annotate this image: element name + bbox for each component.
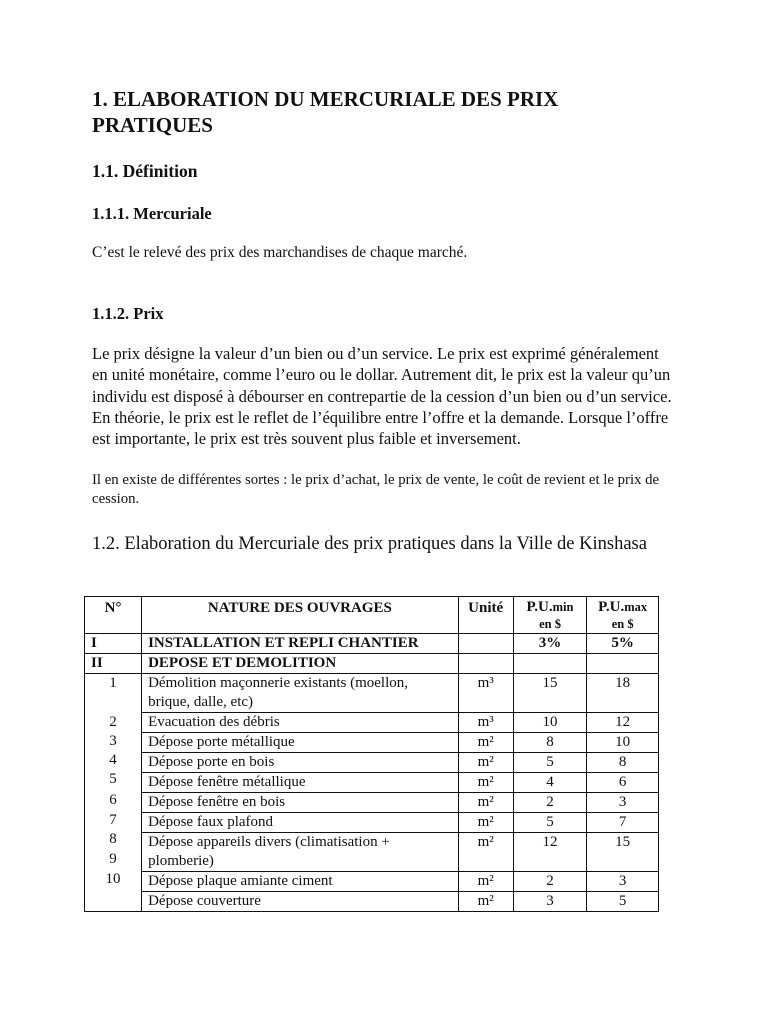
row-min: 5 <box>513 753 587 773</box>
header-unit: Unité <box>458 597 513 634</box>
row-unit: m² <box>458 773 513 793</box>
definition-heading: 1.1. Définition <box>92 161 198 181</box>
row-label: Dépose fenêtre métallique <box>142 773 459 793</box>
row-label: Dépose faux plafond <box>142 813 459 833</box>
row-label: Démolition maçonnerie existants (moellon, brique, dalle, etc) <box>142 674 459 713</box>
row-min: 4 <box>513 773 587 793</box>
row-max: 5 <box>587 892 659 912</box>
header-pu-max: P.U.max en $ <box>587 597 659 634</box>
row-number: 9 <box>109 851 117 867</box>
row-max: 3 <box>587 872 659 892</box>
row-number: 1 <box>109 675 117 691</box>
section-row-demolition <box>85 654 659 674</box>
row-unit: m² <box>458 892 513 912</box>
table-row <box>85 773 659 793</box>
table-row <box>85 733 659 753</box>
prix-heading: 1.1.2. Prix <box>92 304 164 323</box>
row-max: 8 <box>587 753 659 773</box>
header-nature: NATURE DES OUVRAGES <box>142 597 459 634</box>
table-body <box>85 674 659 912</box>
main-heading: 1. ELABORATION DU MERCURIALE DES PRIX PRATIQUES <box>92 87 559 137</box>
table-row <box>85 892 659 912</box>
row-max: 15 <box>587 833 659 872</box>
row-number: 2 <box>109 714 117 730</box>
row-min: 5 <box>513 813 587 833</box>
row-label: Evacuation des débris <box>142 713 459 733</box>
header-num: N° <box>85 597 142 634</box>
row-max: 18 <box>587 674 659 713</box>
prix-paragraph: Le prix désigne la valeur d’un bien ou d’un service. Le prix est exprimé généralement en unité monétaire, comme l’euro ou le dollar. Autrement dit, le prix est la valeur qu’un individu est disposé à débourser en contrepartie de la cession d’un bien ou d’un service. En théorie, le prix est le reflet de l’équilibre entre l’offre et la demande. Lorsque l’offre est importante, le prix est très souvent plus faible et inversement. <box>92 344 672 449</box>
section-num: II <box>85 654 142 674</box>
row-min: 2 <box>513 872 587 892</box>
header-pu-min: P.U.min en $ <box>513 597 587 634</box>
row-min: 10 <box>513 713 587 733</box>
mercuriale-heading: 1.1.1. Mercuriale <box>92 204 212 223</box>
table-heading: 1.2. Elaboration du Mercuriale des prix pratiques dans la Ville de Kinshasa <box>92 534 647 554</box>
table-row <box>85 753 659 773</box>
row-min: 3 <box>513 892 587 912</box>
row-unit: m³ <box>458 674 513 713</box>
row-unit: m² <box>458 833 513 872</box>
row-min: 8 <box>513 733 587 753</box>
table-row <box>85 713 659 733</box>
row-number: 3 <box>109 733 117 749</box>
row-min: 2 <box>513 793 587 813</box>
row-number: 10 <box>105 871 121 887</box>
row-max: 6 <box>587 773 659 793</box>
section-max: 5% <box>587 634 659 654</box>
row-max: 7 <box>587 813 659 833</box>
mercuriale-definition: C’est le relevé des prix des marchandises de chaque marché. <box>92 244 468 261</box>
price-table <box>84 596 659 912</box>
table-header-row <box>85 597 659 634</box>
row-number: 5 <box>109 771 117 787</box>
row-unit: m² <box>458 813 513 833</box>
table-row <box>85 674 659 713</box>
row-max: 3 <box>587 793 659 813</box>
row-max: 10 <box>587 733 659 753</box>
row-unit: m² <box>458 793 513 813</box>
row-number: 7 <box>109 812 117 828</box>
row-number: 4 <box>109 752 117 768</box>
row-min: 12 <box>513 833 587 872</box>
section-label: INSTALLATION ET REPLI CHANTIER <box>142 634 459 654</box>
row-label: Dépose porte en bois <box>142 753 459 773</box>
row-label: Dépose porte métallique <box>142 733 459 753</box>
table-row <box>85 813 659 833</box>
section-row-installation <box>85 634 659 654</box>
section-num: I <box>85 634 142 654</box>
table-row <box>85 833 659 872</box>
table-row <box>85 872 659 892</box>
row-number: 8 <box>109 831 117 847</box>
row-min: 15 <box>513 674 587 713</box>
prix-types-paragraph: Il en existe de différentes sortes : le prix d’achat, le prix de vente, le coût de revient et le prix de cession. <box>92 472 660 507</box>
row-number: 6 <box>109 792 117 808</box>
row-label: Dépose fenêtre en bois <box>142 793 459 813</box>
row-label: Dépose plaque amiante ciment <box>142 872 459 892</box>
row-numbers-column <box>85 674 142 912</box>
row-label: Dépose couverture <box>142 892 459 912</box>
row-unit: m³ <box>458 713 513 733</box>
section-label: DEPOSE ET DEMOLITION <box>142 654 459 674</box>
row-max: 12 <box>587 713 659 733</box>
section-min: 3% <box>513 634 587 654</box>
row-unit: m² <box>458 733 513 753</box>
row-label: Dépose appareils divers (climatisation + plomberie) <box>142 833 459 872</box>
row-unit: m² <box>458 872 513 892</box>
row-unit: m² <box>458 753 513 773</box>
table-row <box>85 793 659 813</box>
